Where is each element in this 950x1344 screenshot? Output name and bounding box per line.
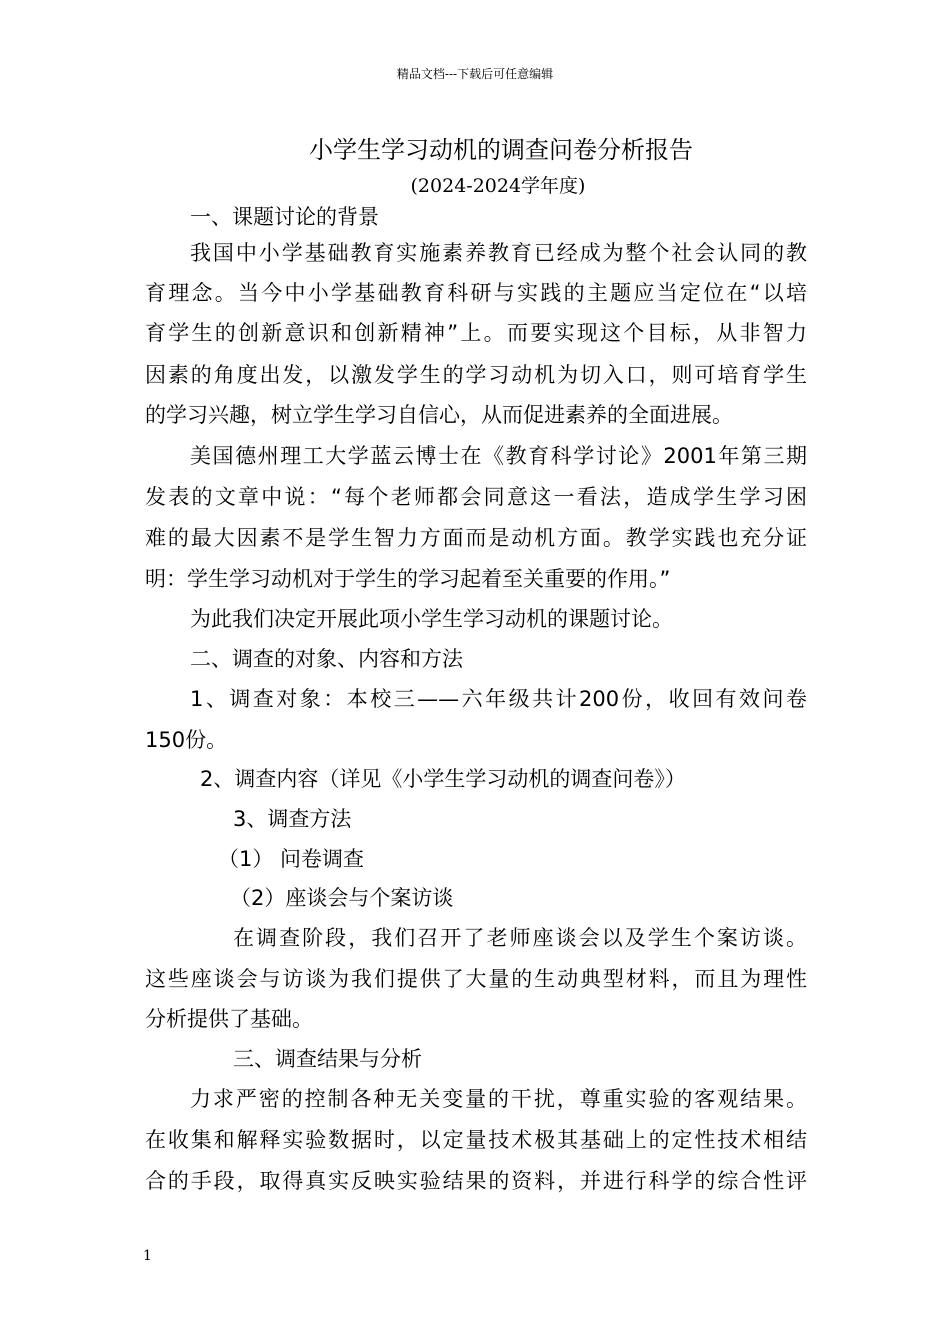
paragraph-line: 1、调查对象：本校三——六年级共计200份，收回有效问卷: [190, 687, 807, 711]
document-title: 小学生学习动机的调查问卷分析报告: [309, 136, 693, 164]
page-number: 1: [143, 1248, 152, 1264]
paragraph-line: 美国德州理工大学蓝云博士在《教育科学讨论》2001年第三期: [190, 444, 807, 468]
paragraph-line: 在收集和解释实验数据时，以定量技术极其基础上的定性技术相结: [145, 1128, 807, 1152]
paragraph-line: 难的最大因素不是学生智力方面而是动机方面。教学实践也充分证: [145, 526, 807, 550]
paragraph-line: 发表的文章中说：“每个老师都会同意这一看法，造成学生学习困: [145, 485, 807, 509]
paragraph-line: 因素的角度出发，以激发学生的学习动机为切入口，则可培育学生: [145, 363, 807, 387]
document-subtitle: (2024-2024学年度): [410, 175, 586, 197]
paragraph-line: 为此我们决定开展此项小学生学习动机的课题讨论。: [190, 607, 673, 631]
list-item: （2）座谈会与个案访谈: [230, 886, 454, 910]
paragraph-line: 我国中小学基础教育实施素养教育已经成为整个社会认同的教: [190, 241, 807, 265]
paragraph-line: 育理念。当今中小学基础教育科研与实践的主题应当定位在“以培: [145, 281, 807, 305]
section-heading-survey: 二、调查的对象、内容和方法: [190, 647, 463, 671]
page-header-note: 精品文档---下载后可任意编辑: [396, 67, 554, 81]
paragraph-line: 的学习兴趣，树立学生学习自信心，从而促进素养的全面进展。: [145, 403, 733, 427]
paragraph-line: 力求严密的控制各种无关变量的干扰，尊重实验的客观结果。: [190, 1087, 807, 1111]
paragraph-line: 分析提供了基础。: [145, 1007, 313, 1031]
paragraph-line: 合的手段，取得真实反映实验结果的资料，并进行科学的综合性评: [145, 1169, 807, 1193]
paragraph-line: 150份。: [145, 728, 228, 752]
list-item: 2、调查内容（详见《小学生学习动机的调查问卷》）: [200, 767, 686, 791]
list-item: 3、调查方法: [233, 807, 352, 831]
paragraph-line: 明：学生学习动机对于学生的学习起着至关重要的作用。”: [145, 567, 671, 591]
section-heading-results: 三、调查结果与分析: [233, 1047, 422, 1071]
list-item: （1） 问卷调查: [218, 847, 365, 871]
section-heading-background: 一、课题讨论的背景: [190, 205, 379, 229]
paragraph-line: 在调查阶段，我们召开了老师座谈会以及学生个案访谈。: [233, 926, 807, 950]
paragraph-line: 这些座谈会与访谈为我们提供了大量的生动典型材料，而且为理性: [145, 967, 807, 991]
paragraph-line: 育学生的创新意识和创新精神”上。而要实现这个目标，从非智力: [145, 321, 807, 345]
